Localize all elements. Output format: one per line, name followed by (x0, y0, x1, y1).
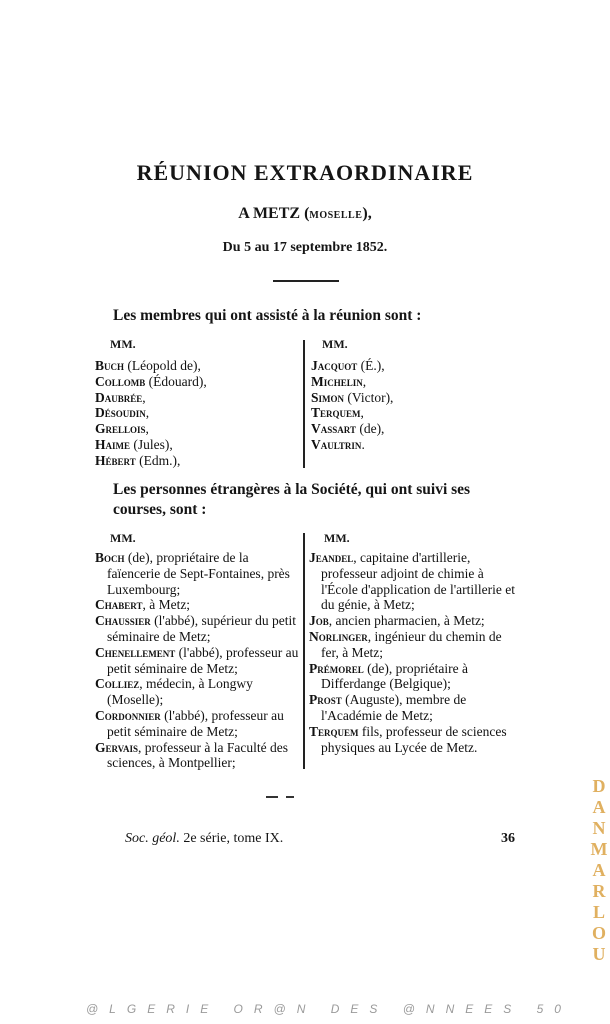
guest-name: Job (309, 613, 329, 629)
subtitle-prefix: A METZ ( (238, 205, 310, 222)
list-item (95, 421, 300, 437)
list-item (95, 550, 300, 597)
list-item (309, 692, 515, 724)
member-name: Hébert (95, 452, 136, 468)
member-detail: , (145, 421, 149, 437)
guests-right-header: MM. (324, 531, 350, 545)
members-left-header: MM. (110, 337, 136, 351)
guest-detail: , ingénieur du chemin de fer, à Metz; (321, 628, 502, 660)
list-item (311, 358, 516, 374)
member-name: Haime (95, 436, 131, 452)
guests-column-divider (303, 533, 305, 769)
subtitle-moselle: MOSELLE (309, 210, 363, 221)
guests-right-list (309, 550, 515, 755)
list-item (95, 405, 300, 421)
member-name: Buch (95, 358, 125, 373)
member-name: Vaultrin (311, 436, 362, 452)
subtitle-suffix: ), (362, 205, 372, 222)
meeting-dates: Du 5 au 17 septembre 1852. (222, 240, 388, 255)
member-name: Michelin (311, 373, 363, 389)
title-divider (273, 280, 339, 282)
member-detail: (Edm.), (135, 452, 181, 468)
list-item (311, 421, 516, 437)
member-detail: (Jules), (130, 436, 173, 452)
list-item (95, 645, 300, 677)
guest-name: Colliez (95, 676, 140, 692)
guest-detail: (Auguste), membre de l'Académie de Metz; (321, 692, 467, 723)
guests-intro (113, 480, 517, 520)
guest-detail: (de), propriétaire à Differdange (Belgique); (321, 660, 468, 692)
member-name: Simon (311, 389, 345, 405)
list-item (309, 661, 515, 693)
location-subtitle (0, 205, 610, 223)
member-name: Terquem (311, 405, 361, 421)
guests-left-list (95, 550, 300, 771)
member-name: Jacquot (311, 358, 358, 373)
member-name: Daubrée (95, 389, 143, 405)
guest-detail: , à Metz; (142, 597, 191, 613)
footer-society: Soc. géol. (125, 831, 180, 846)
guest-detail: (l'abbé), professeur au petit séminaire de Metz; (107, 707, 284, 739)
member-detail: , (142, 389, 146, 405)
member-name: Collomb (95, 373, 146, 389)
member-name: Désoudin (95, 405, 146, 421)
page-footer (125, 831, 515, 847)
guest-name: Chenellement (95, 644, 176, 660)
guest-detail: (l'abbé), professeur au petit séminaire de Metz; (107, 644, 299, 676)
member-detail: (Victor), (344, 389, 394, 405)
section-end-dash (266, 796, 296, 798)
guest-name: Chaussier (95, 613, 151, 629)
list-item (95, 390, 300, 406)
member-name: Vassart (311, 421, 356, 437)
guest-name: Norlinger (309, 628, 368, 644)
list-item (95, 740, 300, 772)
watermark-text: @LGERIE OR@N DES @NNEES 50 (86, 1002, 572, 1016)
member-detail: , (362, 373, 367, 389)
guest-name: Prost (309, 692, 342, 708)
list-item (95, 676, 300, 708)
members-right-header: MM. (322, 337, 348, 351)
guest-name: Boch (95, 550, 125, 565)
page-number: 36 (501, 831, 515, 846)
list-item (309, 550, 515, 613)
list-item (95, 374, 300, 390)
guests-intro-line-1: Les personnes étrangères à la Société, qui ont suivi ses (113, 481, 471, 498)
guest-detail: , capitaine d'artillerie, professeur adjoint de chimie à l'École d'application de l'artillerie et du génie, à Metz; (321, 550, 515, 613)
footer-series: 2e série, tome IX. (183, 831, 284, 846)
guest-detail: (l'abbé), supérieur du petit séminaire de Metz; (107, 613, 297, 644)
guest-detail: , médecin, à Longwy (Moselle); (107, 676, 253, 708)
guest-name: Cordonnier (95, 707, 161, 723)
member-name: Grellois (95, 421, 146, 437)
guests-left-header: MM. (110, 531, 136, 545)
guest-name: Chabert (95, 597, 143, 613)
list-item (95, 613, 300, 645)
guest-detail: , ancien pharmacien, à Metz; (328, 613, 485, 629)
members-left-list (95, 358, 300, 469)
member-detail: (Léopold de), (124, 358, 201, 373)
member-detail: , (145, 405, 150, 421)
guest-name: Jeandel (309, 550, 354, 565)
member-detail: (Édouard), (145, 373, 207, 389)
member-detail: . (361, 436, 365, 452)
list-item (309, 613, 515, 629)
list-item (95, 453, 300, 469)
guest-detail: (de), propriétaire de la faïencerie de Sept-Fontaines, près Luxembourg; (107, 550, 290, 597)
list-item (95, 708, 300, 740)
list-item (311, 374, 516, 390)
list-item (95, 597, 300, 613)
members-column-divider (303, 340, 305, 468)
list-item (311, 390, 516, 406)
guest-name: Gervais (95, 739, 139, 755)
guest-detail: fils, professeur de sciences physiques au Lycée de Metz. (321, 723, 507, 755)
list-item (311, 405, 516, 421)
list-item (95, 437, 300, 453)
member-detail: (de), (355, 421, 385, 437)
guest-name: Terquem (309, 723, 359, 739)
members-right-list (311, 358, 516, 453)
list-item (95, 358, 300, 374)
list-item (311, 437, 516, 453)
guest-name: Prémorel (309, 660, 364, 676)
vertical-stamp: DANMARLOU (590, 776, 608, 964)
member-detail: (É.), (357, 358, 385, 373)
list-item (309, 629, 515, 661)
list-item (309, 724, 515, 756)
guests-intro-line-2: courses, sont : (113, 501, 207, 518)
guest-detail: , professeur à la Faculté des sciences, à Montpellier; (107, 739, 288, 771)
members-intro: Les membres qui ont assisté à la réunion sont : (113, 307, 422, 324)
page-title: RÉUNION EXTRAORDINAIRE (136, 160, 474, 185)
member-detail: , (360, 405, 364, 421)
